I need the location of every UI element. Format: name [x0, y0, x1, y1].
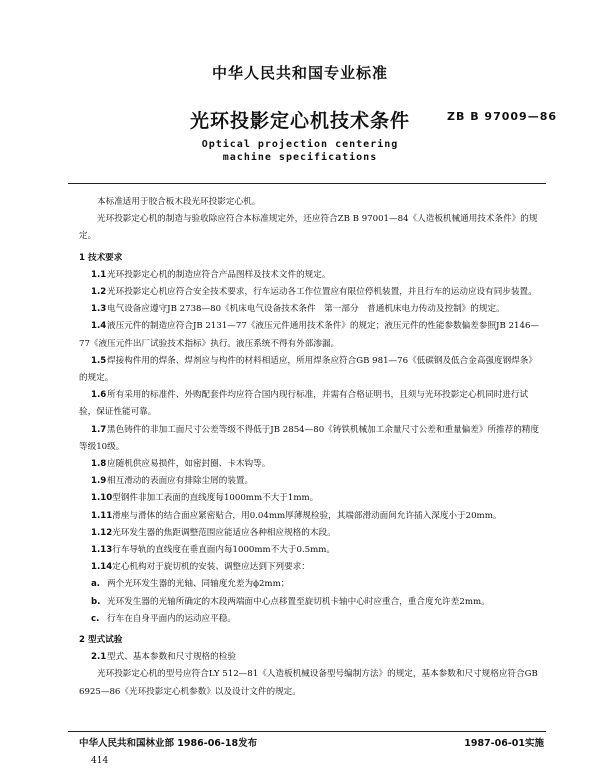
clause [79, 559, 545, 576]
section2-paragraph: 光环投影定心机的型号应符合LY 512—81《人造板机械设备型号编制方法》的规定，基本参数和尺寸规格应符合GB 6925—86《光环投影定心机参数》以及设计文件的规定。 [79, 669, 538, 697]
clause [79, 267, 545, 284]
clause [79, 301, 545, 318]
section-heading: 2 型式试验 [79, 635, 123, 646]
clause-number: 1.6 [91, 390, 107, 401]
clause-text: 行车导轨的直线度在垂直面内每1000mm不大于0.5mm。 [112, 545, 336, 556]
standard-type-header: 中华人民共和国专业标准 [211, 64, 388, 82]
clause-number: b. [91, 596, 101, 607]
document-body [79, 194, 545, 701]
clause [79, 456, 545, 473]
section-heading: 1 技术要求 [79, 252, 123, 263]
clause [79, 490, 545, 507]
clause-text: 黑色铸件的非加工面尺寸公差等级不得低于JB 2854—80《铸铁机械加工余量尺寸公差和重量偏差》所推荐的精度等级10级。 [79, 424, 540, 452]
clause [79, 318, 545, 352]
page-number: 414 [91, 756, 109, 766]
title-row [0, 106, 600, 130]
clause-number: 1.3 [91, 304, 107, 315]
intro-paragraph: 光环投影定心机的制造与验收除应符合本标准规定外，还应符合ZB B 97001—84《人造板机械通用技术条件》的规定。 [79, 214, 538, 242]
clause-number: 1.11 [91, 510, 113, 521]
clause [79, 422, 545, 456]
section1-subitems [79, 576, 545, 628]
clause-text: 液压元件的制造应符合JB 2131—77《液压元件通用技术条件》的规定；液压元件的性能参数偏差参照JB 2146—77《液压元件出厂试验技术指标》执行。液压系统不得有外部渗漏。 [79, 321, 540, 349]
clause-number: 1.13 [91, 545, 113, 556]
clause [79, 542, 545, 559]
clause-text: 两个光环发生器的光轴、同轴度允差为ϕ2mm； [107, 579, 290, 590]
clause-number: 1.1 [91, 269, 107, 280]
clause [79, 353, 545, 387]
clause-text: 光环发生器的焦距调整范围应能适应各种相应规格的木段。 [112, 527, 336, 538]
clause-text: 型式、基本参数和尺寸规格的检验 [107, 652, 236, 663]
clause [79, 387, 545, 421]
section1-clauses [79, 267, 545, 577]
english-title-line2: machine specifications [222, 152, 378, 163]
clause [79, 508, 545, 525]
clause-number: 2.1 [91, 652, 107, 663]
clause-text: 型钢件非加工表面的直线度每1000mm不大于1mm。 [112, 493, 319, 504]
clause-number: a. [91, 579, 101, 590]
clause-number: 1.5 [91, 355, 107, 366]
clause-text: 定心机构对于旋切机的安装、调整应达到下列要求： [112, 562, 310, 573]
clause-number: 1.7 [91, 424, 107, 435]
clause-number: 1.9 [91, 476, 107, 487]
clause-text: 相互滑动的表面应有排除尘屑的装置。 [107, 476, 254, 487]
clause-number: 1.8 [91, 459, 107, 470]
clause [79, 649, 545, 666]
document-title: 光环投影定心机技术条件 [189, 110, 410, 132]
clause [79, 594, 545, 611]
clause [79, 611, 545, 628]
english-title-line1: Optical projection centering [201, 139, 399, 150]
effective-date: 1987-06-01实施 [464, 738, 544, 749]
issue-date: 中华人民共和国林业部 1986-06-18发布 [79, 738, 258, 749]
intro-paragraph: 本标准适用于胶合板木段光环投影定心机。 [97, 197, 261, 207]
clause-number: 1.4 [91, 321, 107, 332]
clause [79, 525, 545, 542]
clause-text: 焊接构件用的焊条、焊剂应与构件的材料相适应，所用焊条应符合GB 981—76《低碳钢及低合金高强度钢焊条》的规定。 [79, 355, 537, 384]
clause-text: 应随机供应易损件，如密封圈、卡木钩等。 [107, 459, 271, 470]
clause-number: 1.2 [91, 287, 107, 298]
clause-number: 1.12 [91, 527, 113, 538]
clause-text: 光环投影定心机应符合安全技术要求，行车运动各工作位置应有限位停机装置，并且行车的运动应设有同步装置。 [107, 287, 537, 298]
clause-text: 滑座与滑体的结合面应紧密贴合，用0.04mm厚薄规检验，其端部滑动面间允许插入深度小于20mm。 [112, 510, 502, 521]
clause-text: 光环发生器的光轴所确定的木段两端面中心点移置至旋切机卡轴中心时应重合，重合度允许差2mm。 [107, 596, 490, 607]
section2-clauses [79, 649, 545, 666]
bottom-divider [68, 731, 546, 732]
standard-code: ZB B 97009—86 [447, 110, 557, 123]
top-divider [68, 183, 546, 184]
clause-number: c. [91, 613, 100, 624]
clause [79, 284, 545, 301]
clause-number: 1.10 [91, 493, 113, 504]
clause-text: 电气设备应遵守JB 2738—80《机床电气设备技术条件 第一部分 普通机床电力传动及控制》的规定。 [107, 304, 505, 315]
clause-text: 光环投影定心机的制造应符合产品图样及技术文件的规定。 [107, 269, 331, 280]
clause [79, 473, 545, 490]
clause-text: 所有采用的标准件、外购配套件均应符合国内现行标准，并需有合格证明书，且须与光环投影定心机同时进行试验，保证性能可靠。 [79, 390, 529, 418]
clause-text: 行车在自身平面内的运动应平稳。 [107, 613, 236, 624]
clause-number: 1.14 [91, 562, 113, 573]
clause [79, 576, 545, 593]
